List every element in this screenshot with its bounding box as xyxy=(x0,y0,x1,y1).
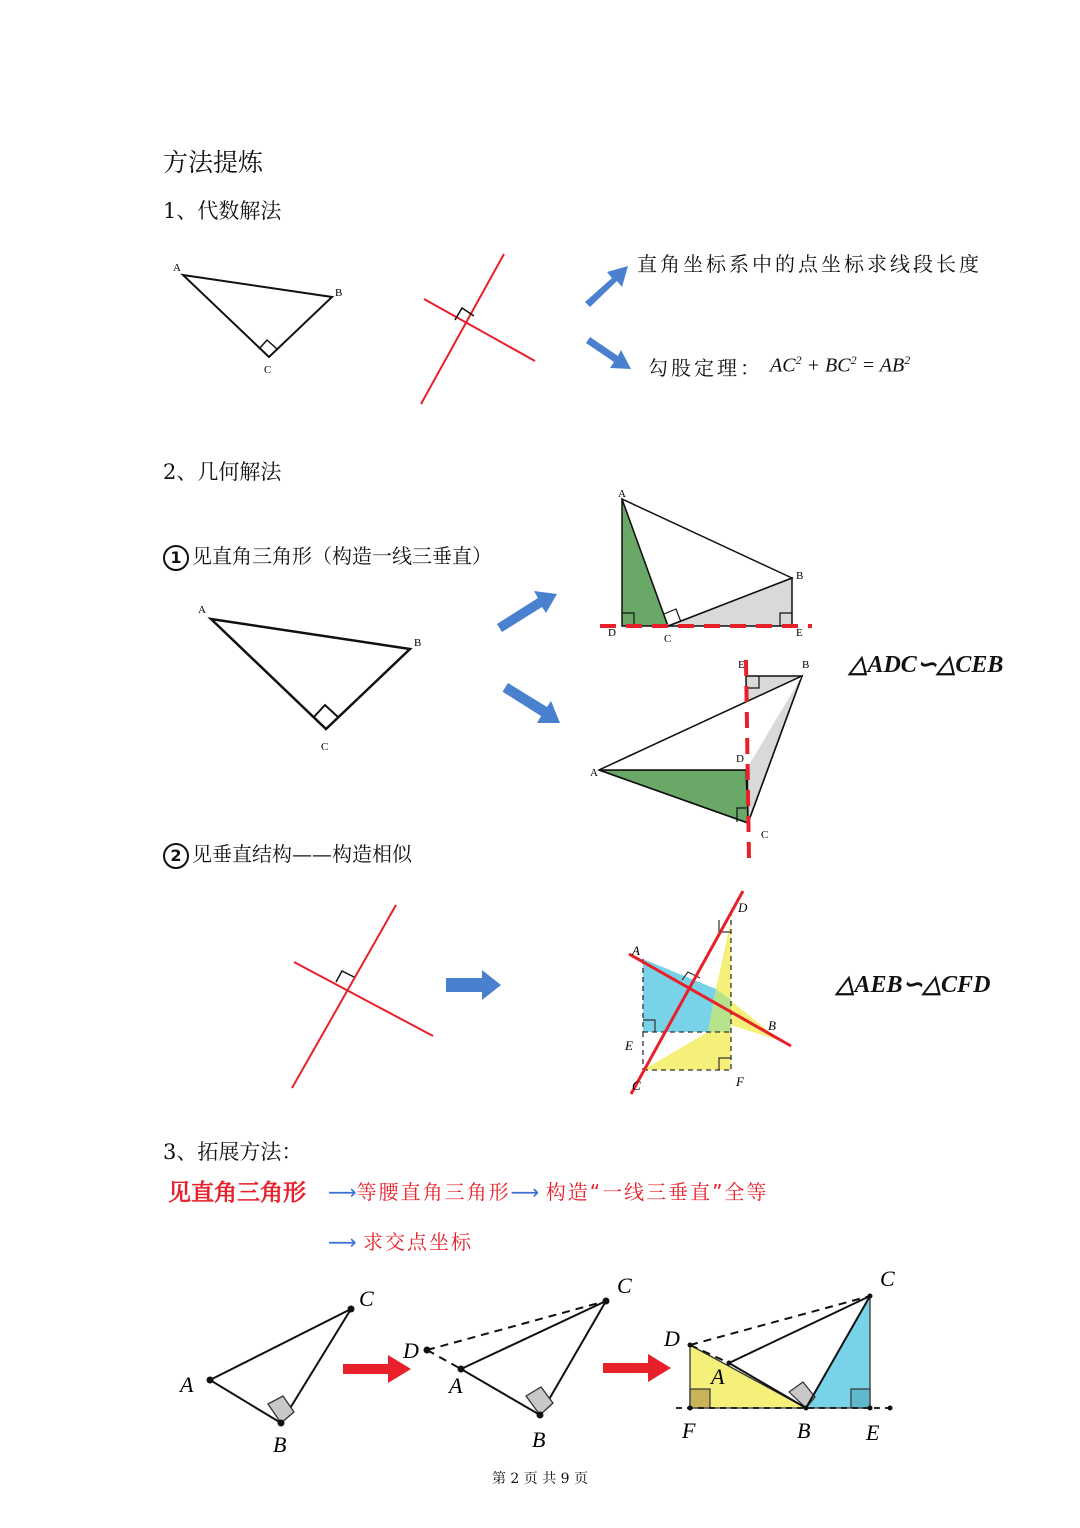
blue-arrow-icon xyxy=(497,591,557,632)
fig-one-line-three-perp-vertical xyxy=(599,660,802,860)
fig-ext-step-1 xyxy=(208,1307,354,1426)
label-b: B xyxy=(802,659,810,671)
extension-lead: 见直角三角形 xyxy=(168,1180,306,1206)
label-b: B xyxy=(335,287,343,299)
label-c: C xyxy=(359,1286,374,1311)
label-c: C xyxy=(321,741,329,753)
pythagorean-formula: $AC^2 + BC^2 = AB^2$ xyxy=(770,353,911,377)
fig-geometry-triangle xyxy=(211,619,410,729)
fig-one-line-three-perp-horizontal xyxy=(600,499,812,626)
label-d: D xyxy=(608,627,616,639)
blue-arrow-icon xyxy=(585,266,628,307)
label-d: D xyxy=(738,900,748,915)
label-b: B xyxy=(532,1427,546,1452)
label-a: A xyxy=(173,262,181,274)
fig-similar-triangles xyxy=(629,891,791,1094)
circled-number-2: 2 xyxy=(163,843,189,869)
label-b: B xyxy=(797,1418,811,1443)
pythagorean-note: 勾股定理： xyxy=(648,356,763,380)
section-heading-extension: 3、拓展方法： xyxy=(163,1140,303,1164)
label-c: C xyxy=(761,829,769,841)
similarity-aeb-cfd: △AEB∽△CFD xyxy=(836,972,991,998)
label-c: C xyxy=(617,1273,632,1298)
label-e: E xyxy=(625,1038,633,1053)
fig-algebra-perpendicular xyxy=(421,254,535,404)
label-c: C xyxy=(264,364,272,376)
label-e: E xyxy=(796,627,803,639)
label-b: B xyxy=(768,1018,776,1033)
blue-arrow-icon xyxy=(503,683,560,723)
blue-arrow-icon xyxy=(446,970,501,1000)
label-d: D xyxy=(736,753,744,765)
extension-chain-1: ⟶等腰直角三角形⟶ 构造“一线三垂直”全等 xyxy=(328,1180,769,1204)
label-a: A xyxy=(590,767,598,779)
fig-algebra-triangle xyxy=(183,275,332,357)
circled-number-1: 1 xyxy=(163,545,189,571)
label-d: D xyxy=(403,1338,419,1363)
label-a: A xyxy=(632,943,640,958)
section-heading-algebra: 1、代数解法 xyxy=(163,199,282,223)
section-heading-geometry: 2、几何解法 xyxy=(163,460,282,484)
blue-arrow-icon xyxy=(586,337,631,369)
label-c: C xyxy=(880,1266,895,1291)
similarity-adc-ceb: △ADC∽△CEB xyxy=(849,652,1004,678)
subheading-perpendicular: 2 见垂直结构——构造相似 xyxy=(163,838,412,869)
label-c: C xyxy=(664,633,672,645)
label-a: A xyxy=(711,1364,725,1389)
label-d: D xyxy=(664,1326,680,1351)
fig-ext-step-2 xyxy=(425,1299,609,1418)
label-b: B xyxy=(273,1432,287,1457)
label-f: F xyxy=(736,1074,744,1089)
label-a: A xyxy=(180,1372,194,1397)
label-f: F xyxy=(682,1418,696,1443)
label-b: B xyxy=(796,570,804,582)
page-footer: 第 2 页 共 9 页 xyxy=(491,1471,589,1487)
label-b: B xyxy=(414,637,422,649)
label-e: E xyxy=(738,659,745,671)
red-arrow-icon xyxy=(343,1355,411,1383)
fig-ext-step-3 xyxy=(676,1294,893,1411)
extension-chain-2: ⟶ 求交点坐标 xyxy=(328,1230,474,1254)
label-c: C xyxy=(632,1078,641,1093)
label-a: A xyxy=(198,604,206,616)
page-title: 方法提炼 xyxy=(163,148,264,177)
label-a: A xyxy=(449,1373,463,1398)
label-e: E xyxy=(866,1420,880,1445)
subheading-right-triangle: 1 见直角三角形（构造一线三垂直） xyxy=(163,540,492,571)
red-arrow-icon xyxy=(603,1354,671,1382)
coordinate-length-note: 直角坐标系中的点坐标求线段长度 xyxy=(637,252,982,276)
fig-perpendicular-structure xyxy=(292,905,433,1088)
label-a: A xyxy=(618,488,626,500)
